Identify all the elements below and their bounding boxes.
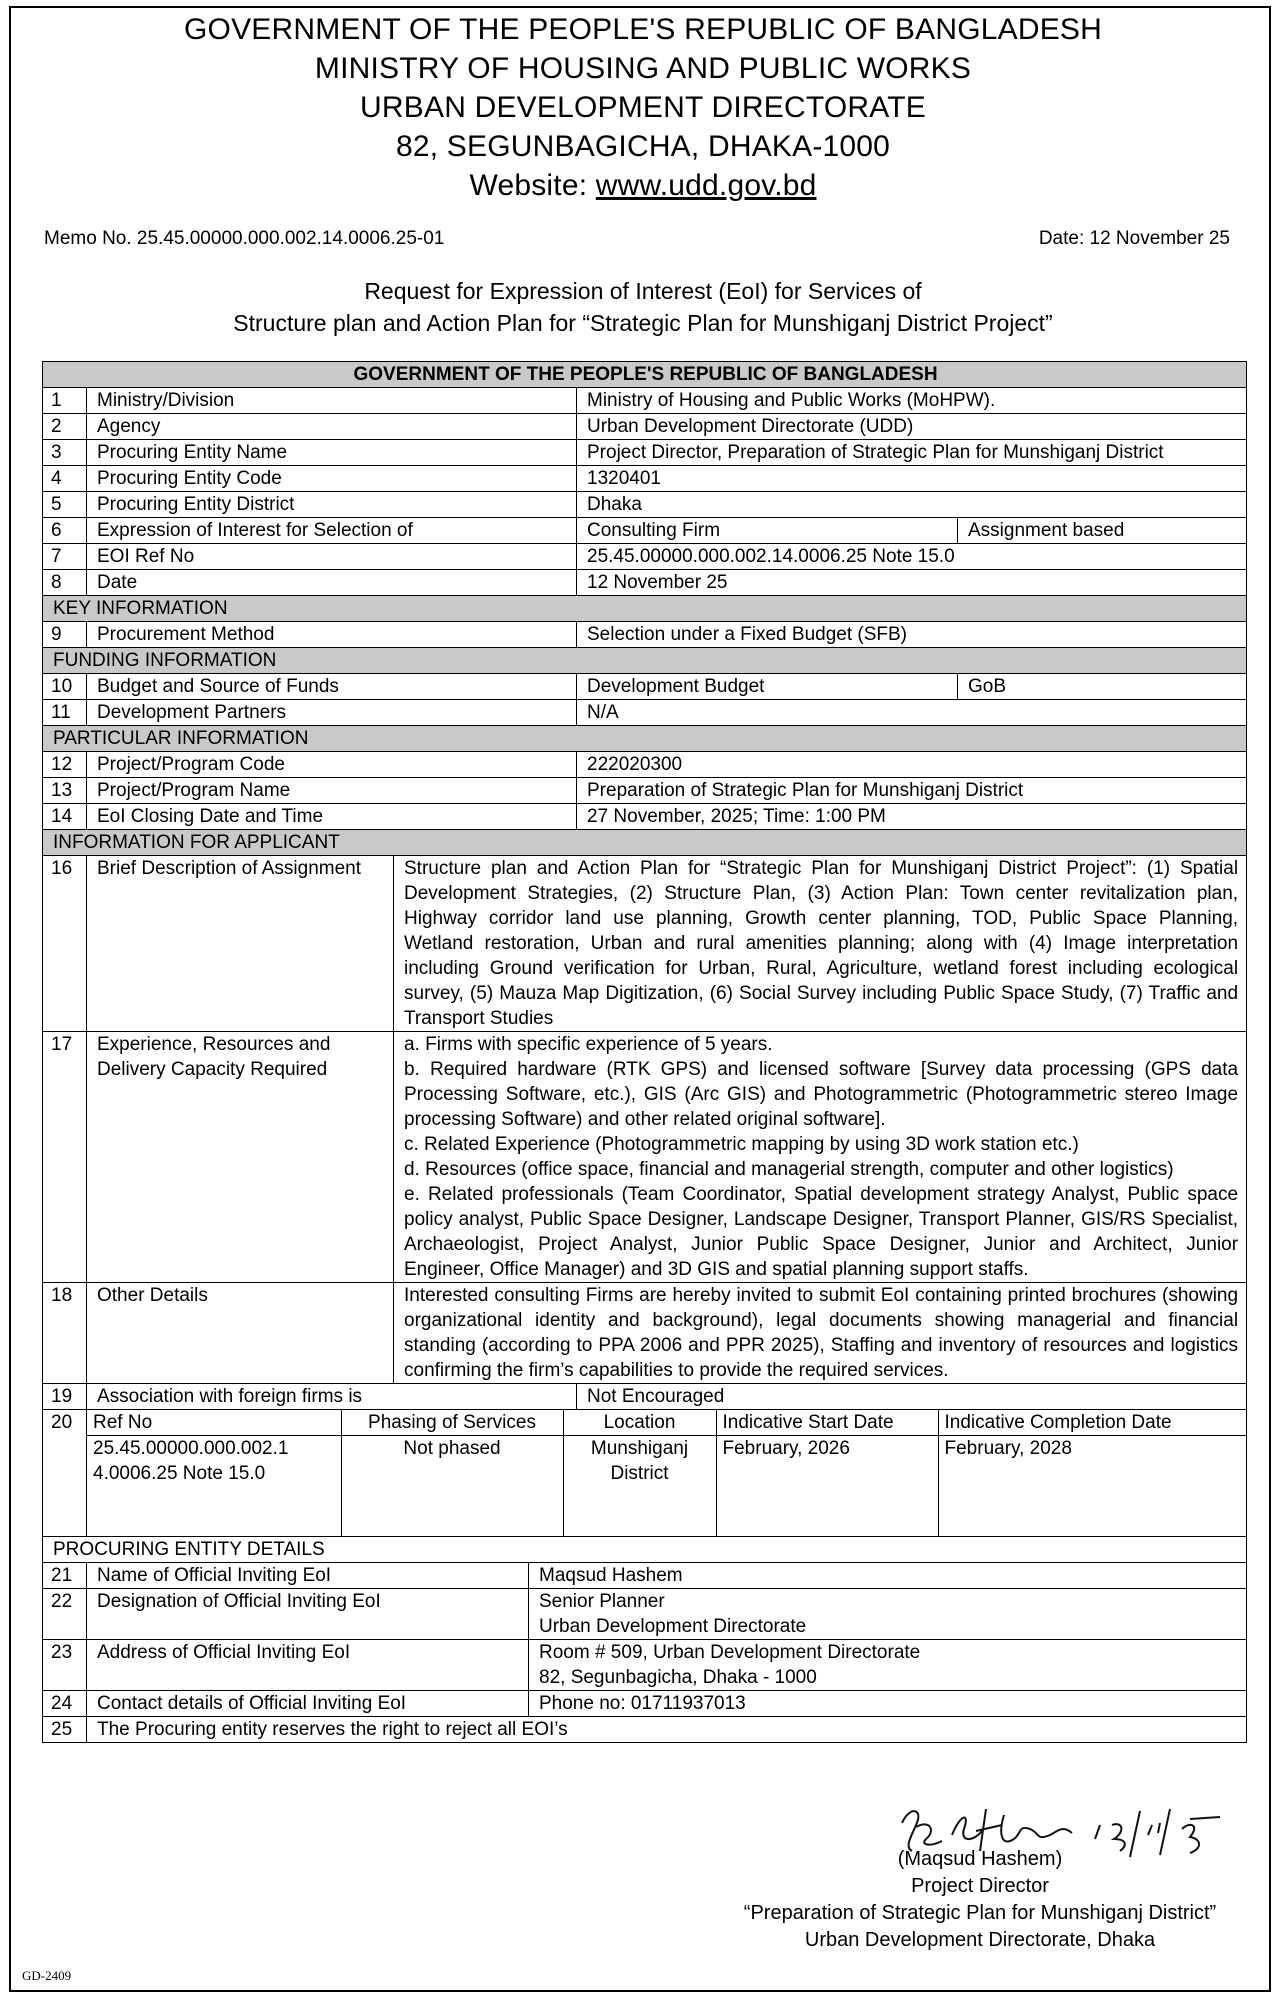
row-value-consulting-firm: Consulting Firm: [577, 518, 958, 544]
row-label: Address of Official Inviting EoI: [87, 1639, 529, 1690]
row-value-source: GoB: [958, 674, 1247, 700]
row-label: EOI Ref No: [87, 544, 577, 570]
row-value: 27 November, 2025; Time: 1:00 PM: [577, 804, 1247, 830]
row-label: Procuring Entity Name: [87, 440, 577, 466]
table-title-row: [43, 362, 1247, 388]
table-row: [43, 1588, 1247, 1639]
row-number: 2: [43, 414, 87, 440]
requirement-item: a. Firms with specific experience of 5 years.: [404, 1034, 773, 1055]
row-label: Association with foreign firms is: [87, 1384, 577, 1410]
header-line-address: 82, SEGUNBAGICHA, DHAKA-1000: [395, 130, 891, 163]
row-number: 17: [43, 1032, 87, 1283]
section-title: PROCURING ENTITY DETAILS: [43, 1536, 1247, 1562]
row-label: Budget and Source of Funds: [87, 674, 577, 700]
schedule-header: Indicative Start Date: [716, 1410, 938, 1436]
website-label: Website:: [469, 169, 588, 202]
table-row: [43, 466, 1247, 492]
row-value: Urban Development Directorate (UDD): [577, 414, 1247, 440]
section-header-funding-information: [43, 648, 1247, 674]
row-value: Selection under a Fixed Budget (SFB): [577, 622, 1247, 648]
row-label: The Procuring entity reserves the right to reject all EOI’s: [87, 1716, 1247, 1742]
row-value-assignment-based: Assignment based: [958, 518, 1247, 544]
row-number: 5: [43, 492, 87, 518]
requirement-item: d. Resources (office space, financial and managerial strength, computer and other logistics): [404, 1159, 1174, 1180]
row-label: Ministry/Division: [87, 388, 577, 414]
value-line: 82, Segunbagicha, Dhaka - 1000: [539, 1666, 817, 1688]
memo-date: Date: 12 November 25: [1038, 228, 1230, 249]
row-value: Dhaka: [577, 492, 1247, 518]
signatory-office: Urban Development Directorate, Dhaka: [804, 1929, 1156, 1951]
section-header-information-for-applicant: [43, 830, 1247, 856]
row-label: Procuring Entity District: [87, 492, 577, 518]
table-row: [43, 778, 1247, 804]
row-value: Not Encouraged: [577, 1384, 1247, 1410]
row-label: Date: [87, 570, 577, 596]
header-line-ministry: MINISTRY OF HOUSING AND PUBLIC WORKS: [314, 52, 972, 85]
row-value: Maqsud Hashem: [529, 1562, 1247, 1588]
row-number: 18: [43, 1283, 87, 1384]
schedule-cell: [87, 1410, 1247, 1537]
row-value: 1320401: [577, 466, 1247, 492]
section-header-key-information: [43, 596, 1247, 622]
row-number: 11: [43, 700, 87, 726]
row-value: 222020300: [577, 752, 1247, 778]
table-title: GOVERNMENT OF THE PEOPLE'S REPUBLIC OF BANGLADESH: [43, 362, 1247, 388]
schedule-phasing: Not phased: [341, 1436, 563, 1536]
row-value: Preparation of Strategic Plan for Munshiganj District: [577, 778, 1247, 804]
website-link[interactable]: www.udd.gov.bd: [595, 169, 817, 202]
table-row: [43, 414, 1247, 440]
footer-code: GD-2409: [22, 1968, 72, 1983]
table-row: [43, 856, 1247, 1032]
subject: [0, 275, 1286, 339]
value-line: Urban Development Directorate: [539, 1615, 807, 1637]
table-row: [43, 492, 1247, 518]
table-row-schedule: [43, 1410, 1247, 1537]
row-number: 20: [43, 1410, 87, 1537]
table-row: [43, 700, 1247, 726]
schedule-header: Location: [563, 1410, 716, 1436]
row-value: N/A: [577, 700, 1247, 726]
requirement-item: c. Related Experience (Photogrammetric mapping by using 3D work station etc.): [404, 1134, 1079, 1155]
table-row: [43, 1384, 1247, 1410]
section-title: INFORMATION FOR APPLICANT: [43, 830, 1247, 856]
table-row: [43, 518, 1247, 544]
ref-line: 25.45.00000.000.002.1: [93, 1438, 289, 1459]
row-label: Project/Program Code: [87, 752, 577, 778]
row-value: 12 November 25: [577, 570, 1247, 596]
row-number: 23: [43, 1639, 87, 1690]
value-line: Room # 509, Urban Development Directorate: [539, 1641, 921, 1663]
row-label: Designation of Official Inviting EoI: [87, 1588, 529, 1639]
memo-number: Memo No. 25.45.00000.000.002.14.0006.25-01: [44, 228, 445, 249]
row-label: Experience, Resources and Delivery Capacity Required: [87, 1032, 394, 1283]
section-title: FUNDING INFORMATION: [43, 648, 1247, 674]
row-label: Contact details of Official Inviting EoI: [87, 1690, 529, 1716]
row-label: Name of Official Inviting EoI: [87, 1562, 529, 1588]
ref-line: 4.0006.25 Note 15.0: [93, 1463, 266, 1484]
row-number: 7: [43, 544, 87, 570]
row-number: 8: [43, 570, 87, 596]
value-line: Senior Planner: [539, 1590, 665, 1612]
eoi-table: [42, 361, 1247, 1743]
row-label: Agency: [87, 414, 577, 440]
location-line: Munshiganj: [590, 1438, 689, 1459]
row-number: 24: [43, 1690, 87, 1716]
table-row: [43, 1032, 1247, 1283]
row-label: Development Partners: [87, 700, 577, 726]
row-number: 6: [43, 518, 87, 544]
header-line-directorate: URBAN DEVELOPMENT DIRECTORATE: [360, 91, 926, 124]
table-row: [43, 1283, 1247, 1384]
schedule-start-date: February, 2026: [716, 1436, 938, 1536]
row-number: 19: [43, 1384, 87, 1410]
subject-line-1: Request for Expression of Interest (EoI) for Services of: [364, 278, 922, 304]
experience-requirements: [394, 1032, 1247, 1283]
signatory-name: (Maqsud Hashem): [897, 1848, 1063, 1870]
schedule-table: [87, 1410, 1246, 1536]
row-label: Brief Description of Assignment: [87, 856, 394, 1032]
row-value: [529, 1588, 1247, 1639]
row-number: 16: [43, 856, 87, 1032]
table-row: [43, 804, 1247, 830]
row-value: [529, 1639, 1247, 1690]
signatory-project: “Preparation of Strategic Plan for Munshiganj District”: [743, 1902, 1217, 1924]
row-value: 25.45.00000.000.002.14.0006.25 Note 15.0: [577, 544, 1247, 570]
assignment-description: Structure plan and Action Plan for “Strategic Plan for Munshiganj District Project”: (1) Spatial Development Strategies, (2) Structure Plan, (3) Action Plan: Town center revitalization plan, Highway corridor land use planning, Growth center planning, TOD, Public Space Planning, Wetland restoration, Urban and rural amenities planning; along with (4) Image interpretation including Ground verification for Urban, Rural, Agriculture, wetland forest including ecological survey, (5) Mauza Map Digitization, (6) Social Survey including Public Space Study, (7) Traffic and Transport Studies: [394, 856, 1247, 1032]
row-value: Phone no: 01711937013: [529, 1690, 1247, 1716]
row-value: Ministry of Housing and Public Works (MoHPW).: [577, 388, 1247, 414]
table-row: [43, 1562, 1247, 1588]
schedule-data-row: [87, 1436, 1246, 1536]
row-number: 12: [43, 752, 87, 778]
schedule-completion-date: February, 2028: [938, 1436, 1246, 1536]
subject-line-2: Structure plan and Action Plan for “Strategic Plan for Munshiganj District Project”: [233, 310, 1053, 336]
requirement-item: e. Related professionals (Team Coordinator, Spatial development strategy Analyst, Public space policy analyst, Public Space Designer, Landscape Designer, Transport Planner, GIS/RS Specialist, Archaeologist, Project Analyst, Junior Public Space Designer, Junior and Architect, Junior Engineer, Office Manager) and 3D GIS and spatial planning support staffs.: [404, 1184, 1239, 1280]
row-label: Procurement Method: [87, 622, 577, 648]
schedule-header-row: [87, 1410, 1246, 1436]
schedule-header: Indicative Completion Date: [938, 1410, 1246, 1436]
row-number: 10: [43, 674, 87, 700]
section-header-procuring-entity-details: [43, 1536, 1247, 1562]
table-row: [43, 1690, 1247, 1716]
table-row: [43, 1639, 1247, 1690]
row-number: 13: [43, 778, 87, 804]
row-label: EoI Closing Date and Time: [87, 804, 577, 830]
requirement-item: b. Required hardware (RTK GPS) and licensed software [Survey data processing (GPS data Processing Software, etc.), GIS (Arc GIS) and Photogrammetric (Photogrammetric stereo Image processing Software) and other related original software].: [404, 1059, 1239, 1130]
table-row: [43, 622, 1247, 648]
table-row: [43, 1716, 1247, 1742]
table-row: [43, 388, 1247, 414]
section-title: PARTICULAR INFORMATION: [43, 726, 1247, 752]
schedule-header: Ref No: [93, 1412, 153, 1433]
table-row: [43, 674, 1247, 700]
row-label: Expression of Interest for Selection of: [87, 518, 577, 544]
header-website: [0, 166, 1286, 205]
row-value-budget: Development Budget: [577, 674, 958, 700]
row-label: Procuring Entity Code: [87, 466, 577, 492]
row-number: 3: [43, 440, 87, 466]
section-header-particular-information: [43, 726, 1247, 752]
row-number: 9: [43, 622, 87, 648]
row-number: 1: [43, 388, 87, 414]
signature-block: [700, 1846, 1260, 1954]
row-label: Other Details: [87, 1283, 394, 1384]
letterhead: [0, 10, 1286, 205]
location-line: District: [610, 1463, 669, 1484]
schedule-location: [563, 1436, 716, 1536]
section-title: KEY INFORMATION: [43, 596, 1247, 622]
schedule-header: Phasing of Services: [341, 1410, 563, 1436]
row-number: 22: [43, 1588, 87, 1639]
row-value: Project Director, Preparation of Strategic Plan for Munshiganj District: [577, 440, 1247, 466]
header-line-government: GOVERNMENT OF THE PEOPLE'S REPUBLIC OF BANGLADESH: [184, 13, 1102, 46]
table-row: [43, 544, 1247, 570]
schedule-ref-no: [87, 1436, 341, 1536]
table-row: [43, 440, 1247, 466]
row-number: 4: [43, 466, 87, 492]
row-number: 21: [43, 1562, 87, 1588]
other-details: Interested consulting Firms are hereby invited to submit EoI containing printed brochures (showing organizational identity and background), legal documents showing managerial and financial standing (according to PPA 2006 and PPR 2025), Staffing and inventory of resources and logistics confirming the firm’s capabilities to provide the required services.: [394, 1283, 1247, 1384]
table-row: [43, 570, 1247, 596]
row-label: Project/Program Name: [87, 778, 577, 804]
signatory-designation: Project Director: [911, 1875, 1049, 1897]
row-number: 25: [43, 1716, 87, 1742]
row-number: 14: [43, 804, 87, 830]
table-row: [43, 752, 1247, 778]
